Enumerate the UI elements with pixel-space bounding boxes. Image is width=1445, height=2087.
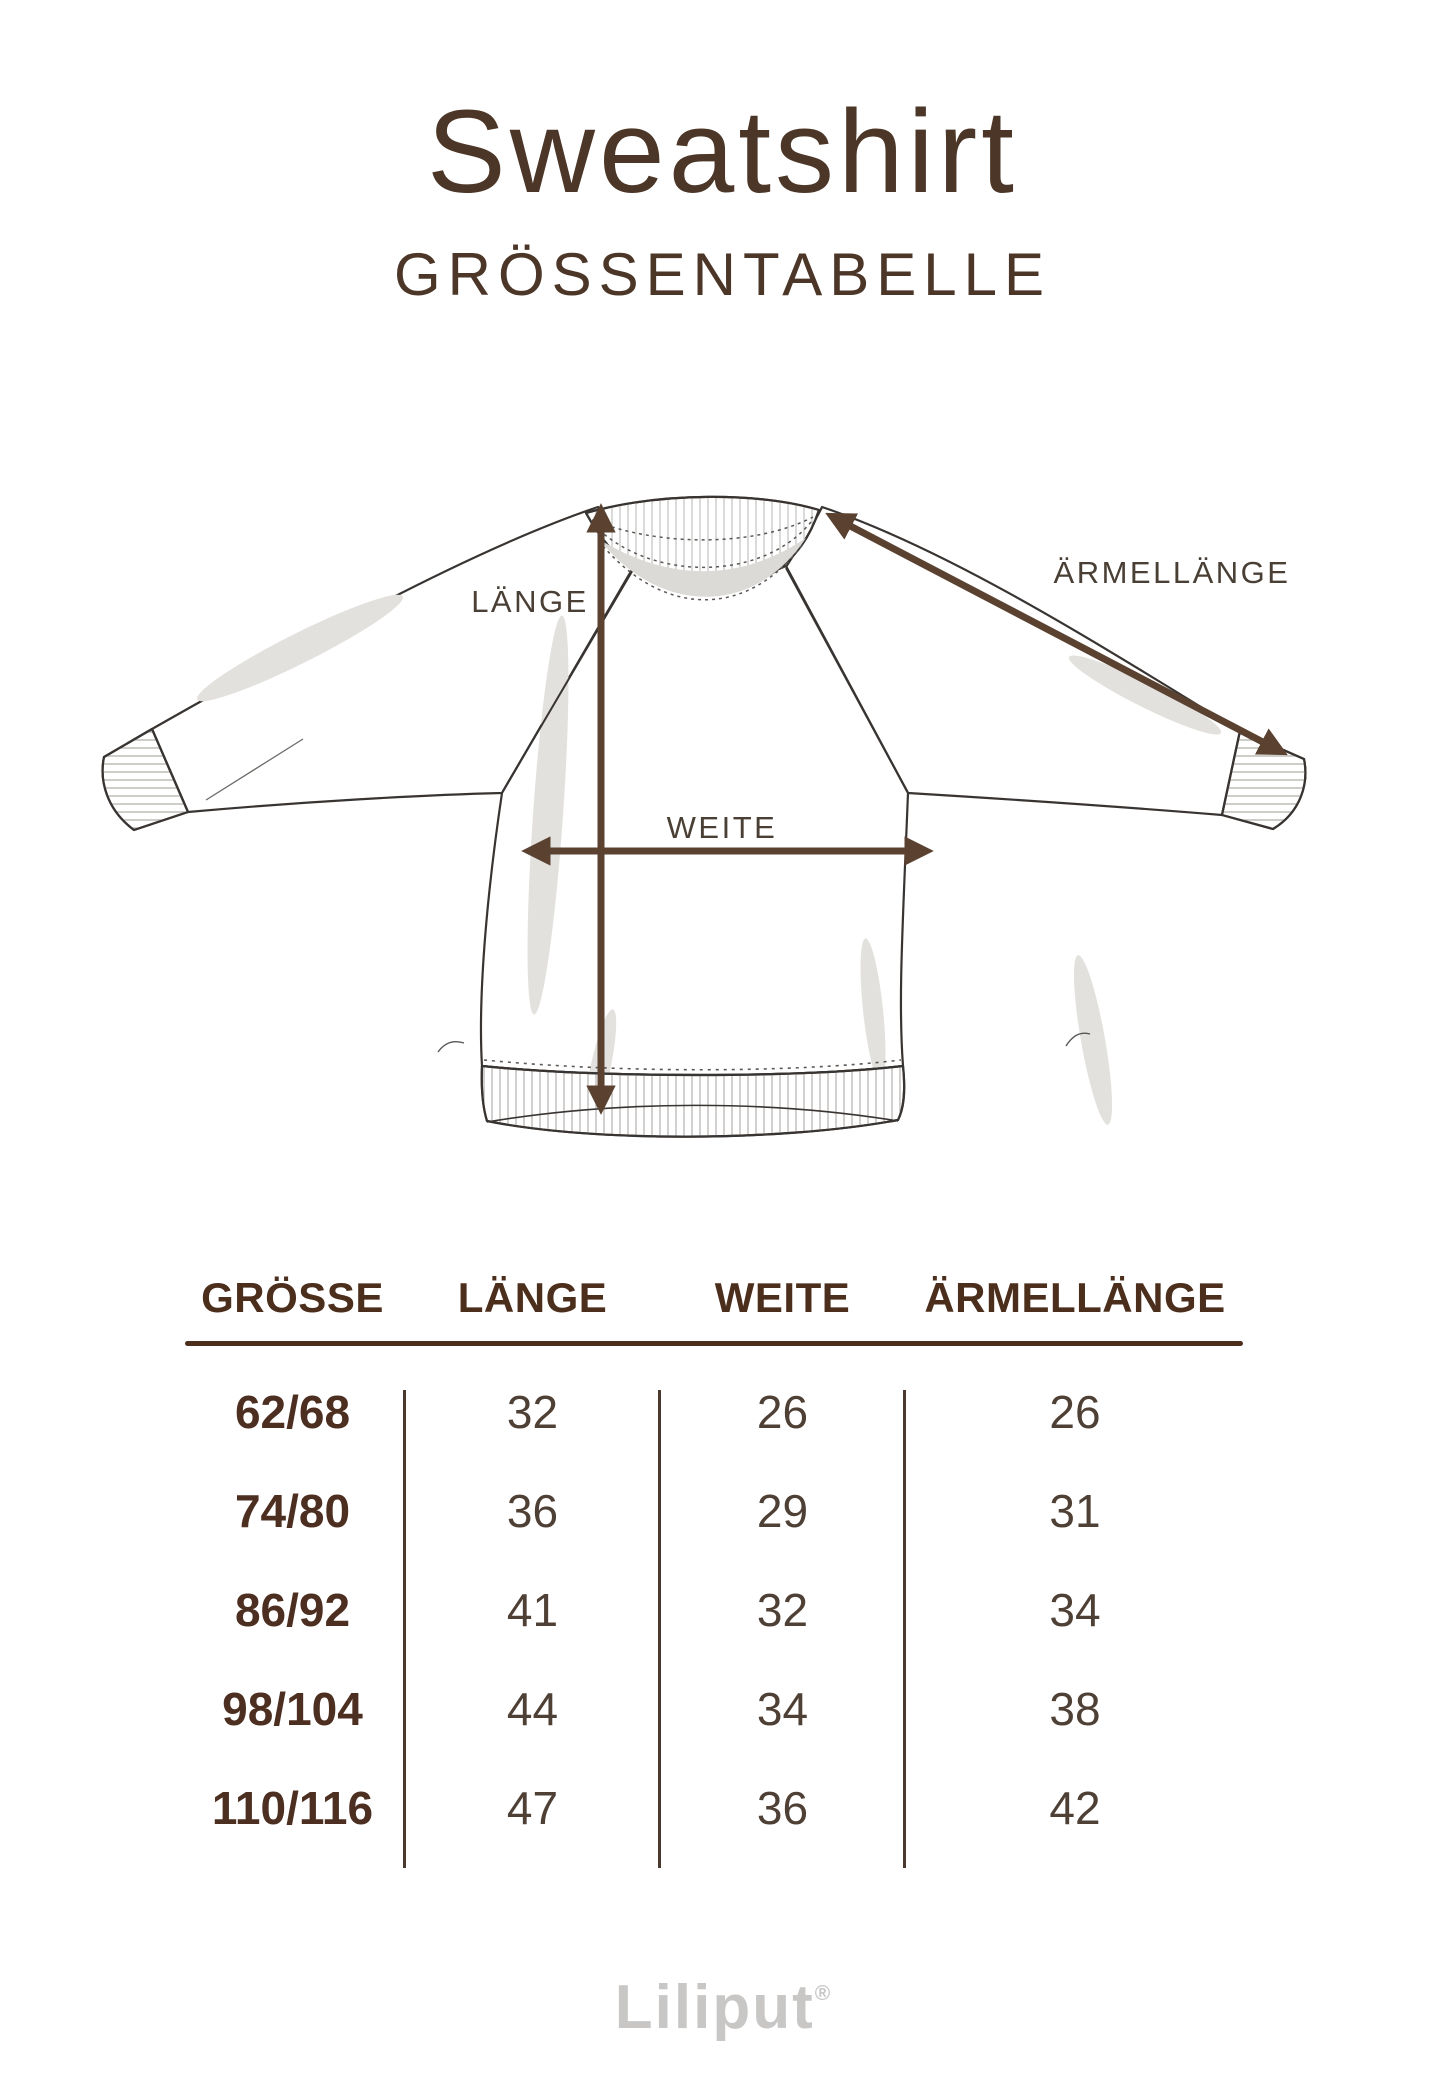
table-header-rule [185, 1341, 1243, 1346]
table-row [180, 1461, 1245, 1560]
hem-fold-left [438, 1042, 464, 1052]
cell-sleeve: 31 [1049, 1484, 1101, 1537]
table-row [180, 1659, 1245, 1758]
cell-size: 74/80 [234, 1484, 351, 1537]
cell-length: 47 [506, 1781, 559, 1834]
cell-width: 32 [756, 1583, 809, 1636]
col-header-groesse: GRÖSSE [201, 1274, 384, 1321]
cell-size: 86/92 [234, 1583, 351, 1636]
aermellaenge-label: ÄRMELLÄNGE [1053, 555, 1291, 590]
cell-sleeve: 26 [1049, 1385, 1101, 1438]
table-row [180, 1362, 1245, 1461]
hem-band [482, 1066, 904, 1137]
cell-length: 32 [506, 1385, 559, 1438]
table-header-row [180, 1268, 1245, 1328]
cell-size: 98/104 [222, 1682, 363, 1735]
cell-width: 26 [756, 1385, 809, 1438]
page-subtitle: GRÖSSENTABELLE [393, 241, 1052, 308]
cell-sleeve: 34 [1049, 1583, 1101, 1636]
cell-width: 29 [756, 1484, 809, 1537]
page-title: Sweatshirt [427, 86, 1018, 218]
col-header-aermellaenge: ÄRMELLÄNGE [924, 1274, 1226, 1321]
table-row [180, 1560, 1245, 1659]
brand-logo [0, 1972, 1445, 2043]
cell-length: 36 [506, 1484, 559, 1537]
cell-length: 44 [506, 1682, 559, 1735]
cell-length: 41 [506, 1583, 559, 1636]
col-header-weite: WEITE [714, 1274, 851, 1321]
table-body [180, 1362, 1245, 1857]
registered-mark: ® [814, 1982, 831, 2005]
cell-size: 110/116 [211, 1781, 374, 1834]
cell-width: 36 [756, 1781, 809, 1834]
laenge-label: LÄNGE [471, 584, 589, 619]
cell-width: 34 [756, 1682, 809, 1735]
cell-sleeve: 38 [1049, 1682, 1101, 1735]
table-row [180, 1758, 1245, 1857]
sweatshirt-illustration [80, 440, 1380, 1200]
cell-size: 62/68 [234, 1385, 351, 1438]
cell-sleeve: 42 [1049, 1781, 1101, 1834]
weite-label: WEITE [666, 810, 778, 845]
brand-name: Liliput [614, 1973, 815, 2042]
col-header-laenge: LÄNGE [457, 1274, 608, 1321]
